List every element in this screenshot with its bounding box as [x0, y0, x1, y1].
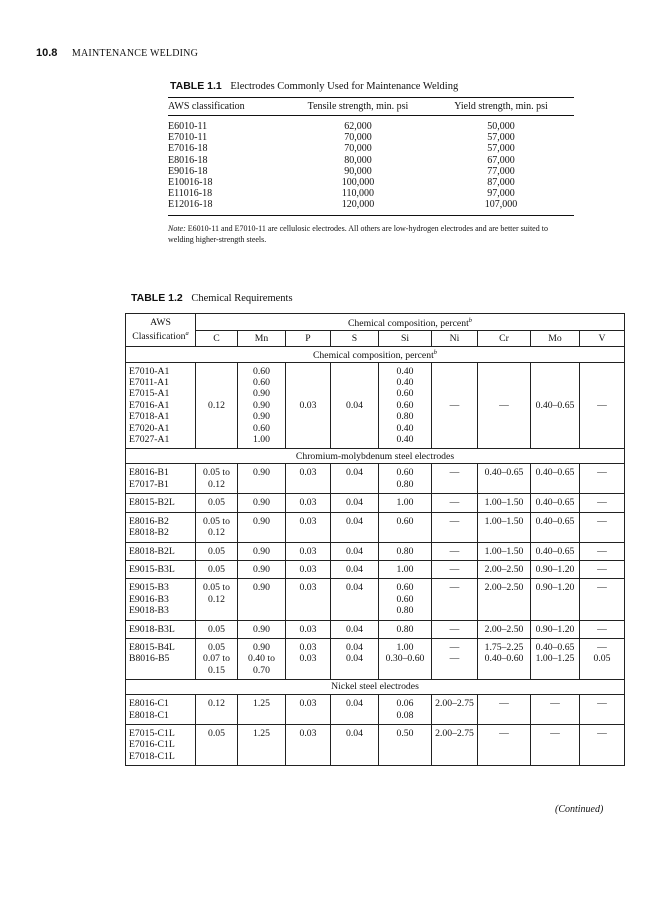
table2-col-header: P	[286, 331, 331, 347]
classification-cell: E8015-B4L B8016-B5	[126, 638, 196, 679]
composition-cell: 0.40–0.65	[478, 464, 531, 494]
table2-row-group	[126, 512, 625, 542]
table1-cell: E6010-11	[168, 121, 208, 132]
composition-cell: 0.90	[238, 464, 286, 494]
table2-row-group	[126, 542, 625, 560]
chemical-requirements-table	[125, 313, 625, 766]
composition-cell: 1.25	[238, 724, 286, 765]
composition-cell: 1.75–2.25 0.40–0.60	[478, 638, 531, 679]
composition-cell: —	[580, 494, 625, 512]
composition-cell: 0.12	[196, 695, 238, 725]
composition-cell: 1.00 0.30–0.60	[379, 638, 432, 679]
table1-caption	[170, 80, 458, 92]
composition-cell: 0.05 to 0.12	[196, 579, 238, 620]
table2-row-group	[126, 494, 625, 512]
composition-cell: 0.03 0.03	[286, 638, 331, 679]
composition-cell: —	[432, 362, 478, 449]
composition-cell: 0.04	[331, 362, 379, 449]
composition-cell: —	[531, 695, 580, 725]
composition-cell: 0.40–0.65	[531, 512, 580, 542]
composition-cell: —	[432, 464, 478, 494]
composition-cell: 0.05	[196, 620, 238, 638]
classification-cell: E7015-C1L E7016-C1L E7018-C1L	[126, 724, 196, 765]
composition-cell: 0.40–0.65	[531, 362, 580, 449]
composition-cell: 0.12	[196, 362, 238, 449]
note-label: Note:	[168, 223, 186, 233]
table1-cell: E7010-11	[168, 132, 208, 144]
table1-cell: 120,000	[341, 199, 375, 211]
composition-cell: 0.05	[196, 724, 238, 765]
composition-cell: 0.06 0.08	[379, 695, 432, 725]
composition-cell: 0.90–1.20	[531, 579, 580, 620]
table1-row	[168, 177, 574, 188]
composition-cell: 0.03	[286, 542, 331, 560]
composition-cell: 1.00–1.50	[478, 494, 531, 512]
table1-col-header: Tensile strength, min. psi	[307, 101, 409, 112]
table1-label: TABLE 1.1	[170, 80, 222, 92]
composition-cell: —	[432, 620, 478, 638]
composition-cell: — —	[432, 638, 478, 679]
aws-classification-header: AWS Classification$^a$	[126, 314, 196, 347]
composition-group-header: Chemical composition, percent$^b$	[196, 314, 625, 331]
table2-col-header: V	[580, 331, 625, 347]
composition-cell: 2.00–2.75	[432, 724, 478, 765]
composition-cell: 0.03	[286, 362, 331, 449]
composition-cell: —	[580, 724, 625, 765]
composition-cell: 1.00–1.50	[478, 542, 531, 560]
table1-cell: 70,000	[344, 132, 372, 144]
composition-cell: —	[580, 542, 625, 560]
composition-cell: —	[478, 724, 531, 765]
classification-cell: E8016-C1 E8018-C1	[126, 695, 196, 725]
page-number: 10.8	[36, 47, 58, 59]
table2-col-header: C	[196, 331, 238, 347]
table1-cell: 107,000	[484, 199, 518, 211]
composition-cell: 0.90–1.20	[531, 620, 580, 638]
composition-cell: 0.04	[331, 620, 379, 638]
composition-cell: 0.05	[196, 542, 238, 560]
composition-cell: —	[478, 695, 531, 725]
composition-cell: 1.00	[379, 494, 432, 512]
table2-row-group	[126, 724, 625, 765]
page-header	[36, 47, 198, 59]
table2-header-row	[126, 331, 625, 347]
continued-note: (Continued)	[555, 804, 604, 815]
table2-title: Chemical Requirements	[191, 293, 293, 304]
composition-cell: 0.90 0.40 to 0.70	[238, 638, 286, 679]
composition-cell: 0.80	[379, 620, 432, 638]
composition-cell: 0.40–0.65	[531, 464, 580, 494]
composition-cell: 0.40–0.65	[531, 542, 580, 560]
composition-cell: 0.50	[379, 724, 432, 765]
composition-cell: 0.60 0.60 0.90 0.90 0.90 0.60 1.00	[238, 362, 286, 449]
table1-row	[168, 121, 574, 132]
classification-cell: E8015-B2L	[126, 494, 196, 512]
composition-cell: —	[580, 620, 625, 638]
composition-cell: 2.00–2.75	[432, 695, 478, 725]
classification-cell: E9015-B3L	[126, 560, 196, 578]
composition-cell: 0.04	[331, 724, 379, 765]
running-title: MAINTENANCE WELDING	[71, 48, 199, 59]
composition-cell: 0.90–1.20	[531, 560, 580, 578]
table2-row-group	[126, 695, 625, 725]
composition-cell: 2.00–2.50	[478, 560, 531, 578]
composition-cell: 0.03	[286, 724, 331, 765]
table2-row-group	[126, 638, 625, 679]
composition-cell: 0.40 0.40 0.60 0.60 0.80 0.40 0.40	[379, 362, 432, 449]
composition-cell: 0.60 0.80	[379, 464, 432, 494]
composition-cell: 0.05 to 0.12	[196, 512, 238, 542]
table1-cell: E10016-18	[168, 177, 213, 189]
classification-cell: E8018-B2L	[126, 542, 196, 560]
table1-row	[168, 199, 574, 210]
composition-cell: 0.40–0.65	[531, 494, 580, 512]
composition-cell: 0.04	[331, 512, 379, 542]
composition-cell: 0.05 0.07 to 0.15	[196, 638, 238, 679]
table1-cell: 90,000	[344, 165, 372, 177]
table1-row	[168, 166, 574, 177]
table1-cell: 57,000	[487, 132, 515, 144]
table1-row	[168, 188, 574, 199]
classification-cell: E8016-B1 E7017-B1	[126, 464, 196, 494]
table1-cell: E8016-18	[168, 154, 208, 166]
classification-cell: E7010-A1 E7011-A1 E7015-A1 E7016-A1 E7018-A1 E7020-A1 E7027-A1	[126, 362, 196, 449]
table1-cell: 110,000	[341, 188, 375, 200]
table1-cell: E7016-18	[168, 143, 208, 155]
composition-cell: 0.04	[331, 560, 379, 578]
composition-cell: 0.90	[238, 512, 286, 542]
composition-cell: 0.04	[331, 695, 379, 725]
composition-cell: 2.00–2.50	[478, 579, 531, 620]
composition-cell: 0.03	[286, 620, 331, 638]
composition-cell: 0.90	[238, 620, 286, 638]
table1-cell: 62,000	[344, 121, 372, 132]
composition-cell: —	[432, 579, 478, 620]
composition-cell: —	[580, 512, 625, 542]
composition-cell: —	[432, 494, 478, 512]
electrodes-table	[168, 97, 574, 245]
table1-note	[168, 223, 574, 245]
table2-col-header: Si	[379, 331, 432, 347]
composition-cell: 0.90	[238, 560, 286, 578]
composition-cell: —	[580, 464, 625, 494]
composition-cell: 1.25	[238, 695, 286, 725]
table2-col-header: Ni	[432, 331, 478, 347]
composition-cell: —	[580, 579, 625, 620]
composition-cell: —	[432, 512, 478, 542]
composition-cell: 1.00–1.50	[478, 512, 531, 542]
composition-cell: 0.03	[286, 512, 331, 542]
table1-row	[168, 132, 574, 143]
composition-cell: 0.03	[286, 464, 331, 494]
table1-cell: 77,000	[487, 165, 515, 177]
table2-col-header: S	[331, 331, 379, 347]
composition-cell: 0.04	[331, 494, 379, 512]
composition-cell: —	[531, 724, 580, 765]
composition-cell: 0.03	[286, 494, 331, 512]
table1-header-row	[168, 98, 574, 115]
composition-cell: 0.05	[196, 560, 238, 578]
table1-cell: E12016-18	[168, 199, 213, 211]
composition-cell: —	[432, 542, 478, 560]
section-title: Chemical composition, percent$^b$	[126, 347, 625, 363]
composition-cell: 0.03	[286, 560, 331, 578]
composition-cell: —	[580, 695, 625, 725]
table2-row-group	[126, 620, 625, 638]
composition-cell: 0.05	[196, 494, 238, 512]
table2-row-group	[126, 579, 625, 620]
composition-cell: 0.80	[379, 542, 432, 560]
composition-cell: — 0.05	[580, 638, 625, 679]
table1-row	[168, 143, 574, 154]
table1-cell: 67,000	[487, 154, 515, 166]
table1-col-header: AWS classification	[168, 101, 245, 112]
composition-cell: 0.04 0.04	[331, 638, 379, 679]
composition-cell: 0.03	[286, 579, 331, 620]
table1-cell: E11016-18	[168, 188, 213, 200]
composition-cell: 1.00	[379, 560, 432, 578]
section-title: Chromium-molybdenum steel electrodes	[126, 449, 625, 464]
table2-row-group	[126, 464, 625, 494]
composition-cell: 0.04	[331, 542, 379, 560]
composition-cell: —	[478, 362, 531, 449]
classification-cell: E9015-B3 E9016-B3 E9018-B3	[126, 579, 196, 620]
table1-body	[168, 116, 574, 215]
section-title: Nickel steel electrodes	[126, 680, 625, 695]
table1-cell: E9016-18	[168, 165, 208, 177]
composition-cell: 0.40–0.65 1.00–1.25	[531, 638, 580, 679]
composition-cell: 2.00–2.50	[478, 620, 531, 638]
composition-cell: 0.90	[238, 579, 286, 620]
table2-row-group	[126, 362, 625, 449]
table1-cell: 80,000	[344, 154, 372, 166]
table1-cell: 50,000	[487, 121, 515, 132]
table1-row	[168, 155, 574, 166]
classification-cell: E9018-B3L	[126, 620, 196, 638]
composition-cell: —	[580, 362, 625, 449]
table1-cell: 70,000	[344, 143, 372, 155]
table2-col-header: Mo	[531, 331, 580, 347]
table1-cell: 87,000	[487, 177, 515, 189]
composition-cell: 0.03	[286, 695, 331, 725]
table1-cell: 100,000	[341, 177, 375, 189]
table2-label: TABLE 1.2	[131, 292, 183, 304]
table1-cell: 97,000	[487, 188, 515, 200]
composition-cell: 0.04	[331, 464, 379, 494]
composition-cell: —	[580, 560, 625, 578]
classification-cell: E8016-B2 E8018-B2	[126, 512, 196, 542]
table1-title: Electrodes Commonly Used for Maintenance Welding	[230, 81, 459, 92]
note-text: E6010-11 and E7010-11 are cellulosic electrodes. All others are low-hydrogen electrodes and are better suited to welding higher-strength steels.	[168, 223, 548, 244]
composition-cell: 0.90	[238, 542, 286, 560]
table1-cell: 57,000	[487, 143, 515, 155]
table2-col-header: Mn	[238, 331, 286, 347]
composition-cell: 0.04	[331, 579, 379, 620]
composition-cell: 0.05 to 0.12	[196, 464, 238, 494]
composition-cell: 0.90	[238, 494, 286, 512]
composition-cell: —	[432, 560, 478, 578]
table2-caption	[131, 292, 293, 304]
table2-row-group	[126, 560, 625, 578]
composition-cell: 0.60	[379, 512, 432, 542]
composition-cell: 0.60 0.60 0.80	[379, 579, 432, 620]
table2-col-header: Cr	[478, 331, 531, 347]
table1-col-header: Yield strength, min. psi	[454, 101, 548, 112]
